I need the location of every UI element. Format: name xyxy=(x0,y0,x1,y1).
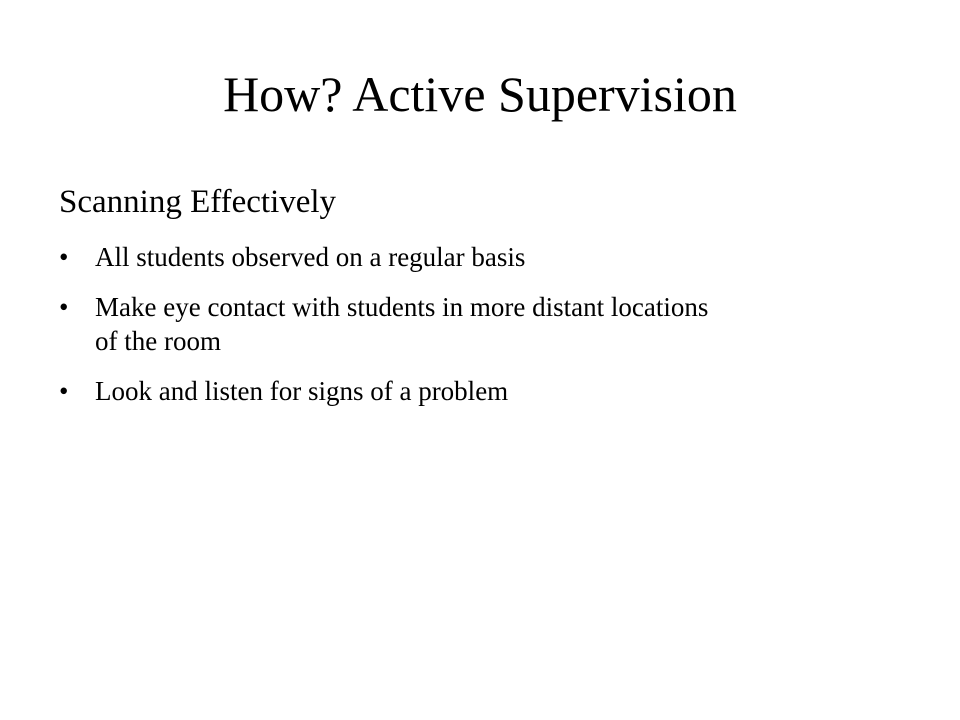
section-heading: Scanning Effectively xyxy=(59,184,337,220)
bullet-text: Make eye contact with students in more distant locations of the room xyxy=(95,292,709,356)
bullet-icon: • xyxy=(59,292,69,322)
bullet-text: Look and listen for signs of a problem xyxy=(95,376,509,406)
bullet-text: All students observed on a regular basis xyxy=(95,242,526,272)
bullet-icon: • xyxy=(59,242,69,272)
bullet-list xyxy=(59,240,919,424)
bullet-item xyxy=(59,240,919,274)
bullet-icon: • xyxy=(59,376,69,406)
slide-title: How? Active Supervision xyxy=(223,66,737,122)
bullet-item xyxy=(59,290,919,358)
bullet-item xyxy=(59,374,919,408)
